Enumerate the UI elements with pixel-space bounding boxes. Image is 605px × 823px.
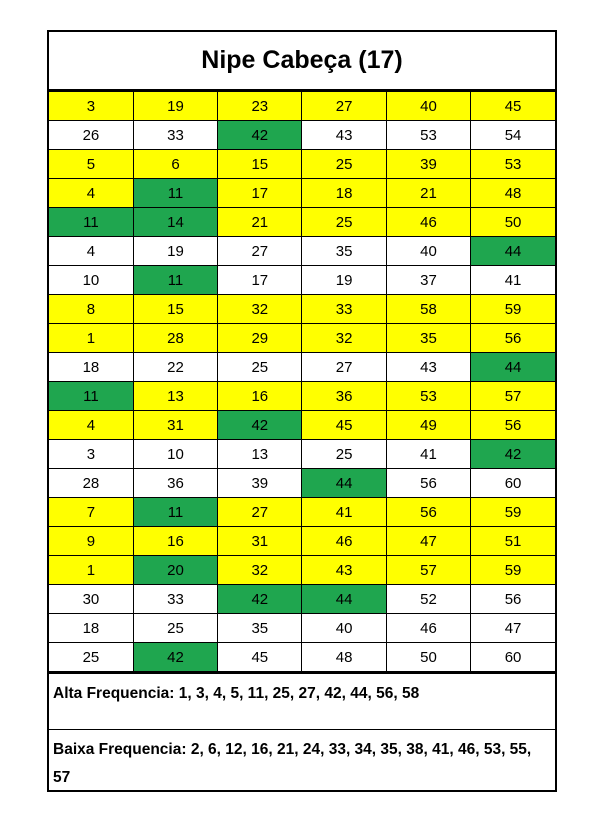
number-cell: 1 — [49, 556, 133, 585]
number-cell: 48 — [302, 643, 386, 672]
number-cell: 26 — [49, 121, 133, 150]
number-cell: 56 — [471, 324, 555, 353]
highlighted-number-cell: 44 — [471, 237, 555, 266]
number-cell: 3 — [49, 92, 133, 121]
highlighted-number-cell: 44 — [302, 469, 386, 498]
number-grid — [49, 91, 555, 672]
number-cell: 25 — [302, 150, 386, 179]
number-cell: 25 — [302, 208, 386, 237]
number-cell: 3 — [49, 440, 133, 469]
highlighted-number-cell: 11 — [49, 208, 133, 237]
number-cell: 48 — [471, 179, 555, 208]
number-cell: 60 — [471, 643, 555, 672]
number-cell: 50 — [471, 208, 555, 237]
highlighted-number-cell: 42 — [471, 440, 555, 469]
table-row — [49, 324, 555, 353]
table-row — [49, 527, 555, 556]
number-cell: 17 — [218, 266, 302, 295]
number-cell: 58 — [386, 295, 470, 324]
number-cell: 33 — [302, 295, 386, 324]
highlighted-number-cell: 11 — [133, 266, 217, 295]
number-cell: 37 — [386, 266, 470, 295]
table-row — [49, 440, 555, 469]
number-cell: 10 — [133, 440, 217, 469]
number-cell: 6 — [133, 150, 217, 179]
number-cell: 25 — [49, 643, 133, 672]
number-cell: 4 — [49, 237, 133, 266]
number-cell: 13 — [218, 440, 302, 469]
number-cell: 43 — [386, 353, 470, 382]
number-cell: 43 — [302, 121, 386, 150]
number-cell: 29 — [218, 324, 302, 353]
number-cell: 17 — [218, 179, 302, 208]
number-cell: 47 — [471, 614, 555, 643]
number-cell: 5 — [49, 150, 133, 179]
number-cell: 59 — [471, 498, 555, 527]
table-row — [49, 411, 555, 440]
number-cell: 53 — [386, 121, 470, 150]
table-row — [49, 92, 555, 121]
table-row — [49, 121, 555, 150]
table-row — [49, 643, 555, 672]
number-cell: 16 — [218, 382, 302, 411]
number-cell: 56 — [471, 411, 555, 440]
sheet-title: Nipe Cabeça (17) — [49, 32, 555, 91]
table-row — [49, 208, 555, 237]
table-row — [49, 237, 555, 266]
highlighted-number-cell: 11 — [133, 179, 217, 208]
highlighted-number-cell: 42 — [133, 643, 217, 672]
highlighted-number-cell: 42 — [218, 585, 302, 614]
table-row — [49, 498, 555, 527]
number-cell: 19 — [133, 92, 217, 121]
number-cell: 25 — [133, 614, 217, 643]
number-cell: 45 — [302, 411, 386, 440]
number-cell: 32 — [302, 324, 386, 353]
number-cell: 47 — [386, 527, 470, 556]
number-cell: 28 — [133, 324, 217, 353]
number-cell: 25 — [302, 440, 386, 469]
table-row — [49, 469, 555, 498]
highlighted-number-cell: 44 — [471, 353, 555, 382]
highlighted-number-cell: 14 — [133, 208, 217, 237]
highlighted-number-cell: 44 — [302, 585, 386, 614]
number-cell: 45 — [218, 643, 302, 672]
number-cell: 18 — [302, 179, 386, 208]
number-cell: 46 — [386, 614, 470, 643]
number-cell: 27 — [218, 237, 302, 266]
number-cell: 40 — [386, 92, 470, 121]
table-row — [49, 382, 555, 411]
number-cell: 41 — [302, 498, 386, 527]
number-cell: 40 — [302, 614, 386, 643]
number-cell: 31 — [218, 527, 302, 556]
number-cell: 57 — [471, 382, 555, 411]
highlighted-number-cell: 11 — [133, 498, 217, 527]
number-cell: 18 — [49, 614, 133, 643]
number-cell: 10 — [49, 266, 133, 295]
number-cell: 43 — [302, 556, 386, 585]
table-row — [49, 179, 555, 208]
number-cell: 7 — [49, 498, 133, 527]
number-cell: 35 — [218, 614, 302, 643]
number-cell: 36 — [133, 469, 217, 498]
number-cell: 25 — [218, 353, 302, 382]
number-cell: 56 — [386, 469, 470, 498]
highlighted-number-cell: 42 — [218, 411, 302, 440]
number-cell: 32 — [218, 295, 302, 324]
number-cell: 15 — [218, 150, 302, 179]
table-row — [49, 614, 555, 643]
number-cell: 41 — [386, 440, 470, 469]
table-row — [49, 585, 555, 614]
number-cell: 53 — [386, 382, 470, 411]
number-cell: 32 — [218, 556, 302, 585]
number-cell: 18 — [49, 353, 133, 382]
number-cell: 4 — [49, 411, 133, 440]
highlighted-number-cell: 20 — [133, 556, 217, 585]
number-cell: 39 — [218, 469, 302, 498]
number-cell: 22 — [133, 353, 217, 382]
table-row — [49, 556, 555, 585]
number-cell: 8 — [49, 295, 133, 324]
number-cell: 27 — [218, 498, 302, 527]
number-cell: 59 — [471, 556, 555, 585]
number-cell: 56 — [471, 585, 555, 614]
number-cell: 9 — [49, 527, 133, 556]
highlighted-number-cell: 11 — [49, 382, 133, 411]
number-cell: 33 — [133, 585, 217, 614]
number-cell: 16 — [133, 527, 217, 556]
number-cell: 53 — [471, 150, 555, 179]
number-cell: 28 — [49, 469, 133, 498]
number-cell: 1 — [49, 324, 133, 353]
number-cell: 57 — [386, 556, 470, 585]
number-cell: 60 — [471, 469, 555, 498]
table-row — [49, 353, 555, 382]
low-frequency-note: Baixa Frequencia: 2, 6, 12, 16, 21, 24, 33, 34, 35, 38, 41, 46, 53, 55, 57 — [53, 741, 532, 786]
number-cell: 21 — [218, 208, 302, 237]
number-cell: 19 — [302, 266, 386, 295]
number-cell: 45 — [471, 92, 555, 121]
number-cell: 27 — [302, 92, 386, 121]
number-cell: 50 — [386, 643, 470, 672]
number-cell: 21 — [386, 179, 470, 208]
number-cell: 41 — [471, 266, 555, 295]
number-cell: 49 — [386, 411, 470, 440]
table-row — [49, 295, 555, 324]
number-cell: 30 — [49, 585, 133, 614]
number-cell: 59 — [471, 295, 555, 324]
number-cell: 39 — [386, 150, 470, 179]
number-cell: 54 — [471, 121, 555, 150]
number-cell: 35 — [386, 324, 470, 353]
number-cell: 33 — [133, 121, 217, 150]
number-cell: 4 — [49, 179, 133, 208]
high-frequency-note: Alta Frequencia: 1, 3, 4, 5, 11, 25, 27, 42, 44, 56, 58 — [49, 672, 555, 730]
number-cell: 40 — [386, 237, 470, 266]
number-cell: 35 — [302, 237, 386, 266]
number-cell: 15 — [133, 295, 217, 324]
number-cell: 19 — [133, 237, 217, 266]
number-cell: 23 — [218, 92, 302, 121]
number-cell: 31 — [133, 411, 217, 440]
number-cell: 27 — [302, 353, 386, 382]
number-cell: 46 — [386, 208, 470, 237]
number-cell: 56 — [386, 498, 470, 527]
table-row — [49, 150, 555, 179]
number-cell: 52 — [386, 585, 470, 614]
highlighted-number-cell: 42 — [218, 121, 302, 150]
table-row — [49, 266, 555, 295]
number-cell: 46 — [302, 527, 386, 556]
number-cell: 36 — [302, 382, 386, 411]
number-cell: 13 — [133, 382, 217, 411]
number-sheet — [47, 30, 557, 792]
number-cell: 51 — [471, 527, 555, 556]
